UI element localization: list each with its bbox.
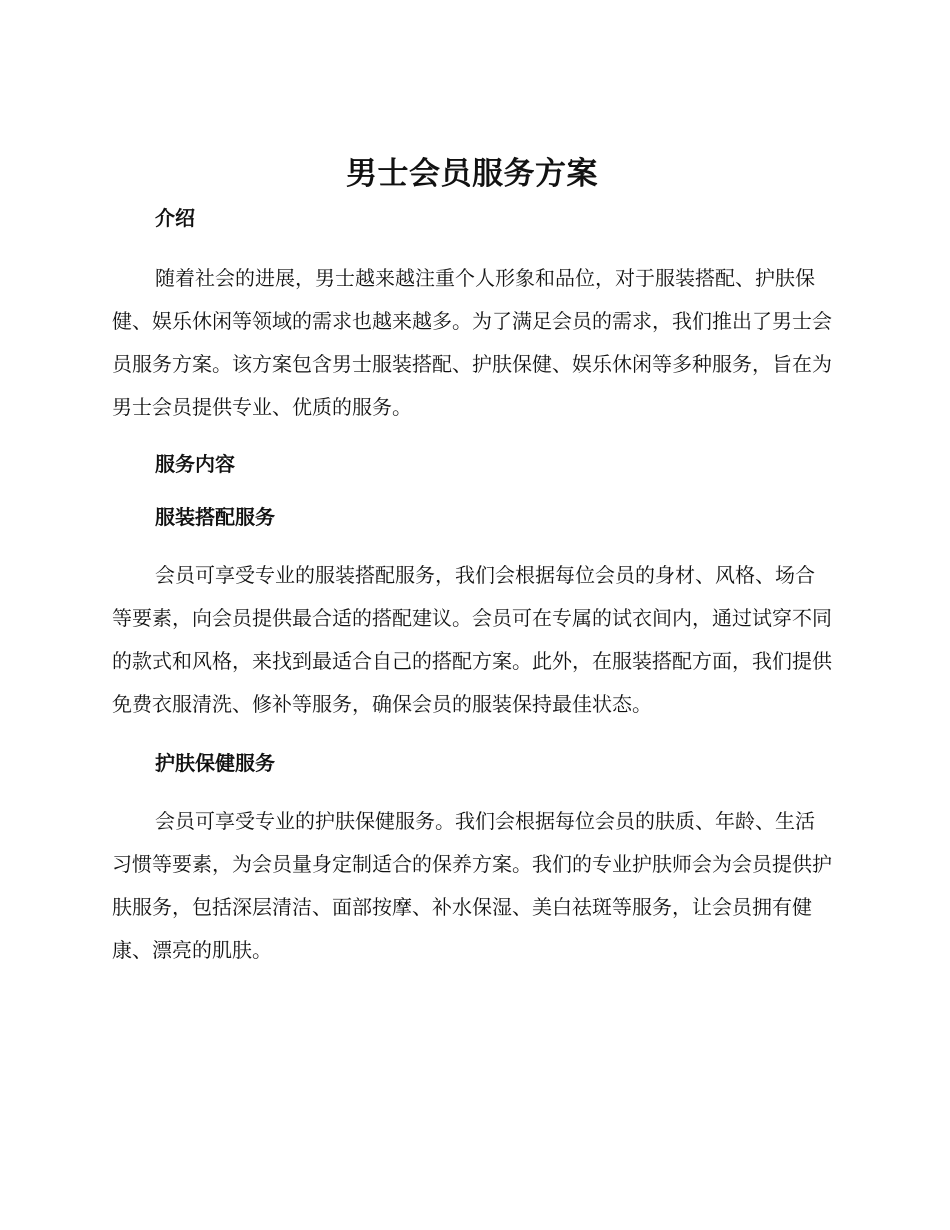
clothing-service-paragraph: 会员可享受专业的服装搭配服务，我们会根据每位会员的身材、风格、场合等要素，向会员提供最合适的搭配建议。会员可在专属的试衣间内，通过试穿不同的款式和风格，来找到最适合自己的搭配方案。此外，在服装搭配方面，我们提供免费衣服清洗、修补等服务，确保会员的服装保持最佳状态。 xyxy=(112,563,832,716)
intro-heading: 介绍 xyxy=(155,206,195,230)
intro-paragraph: 随着社会的进展，男士越来越注重个人形象和品位，对于服装搭配、护肤保健、娱乐休闲等领域的需求也越来越多。为了满足会员的需求，我们推出了男士会员服务方案。该方案包含男士服装搭配、护肤保健、娱乐休闲等多种服务，旨在为男士会员提供专业、优质的服务。 xyxy=(112,266,832,419)
skincare-service-paragraph: 会员可享受专业的护肤保健服务。我们会根据每位会员的肤质、年龄、生活习惯等要素，为会员量身定制适合的保养方案。我们的专业护肤师会为会员提供护肤服务，包括深层清洁、面部按摩、补水保湿、美白祛斑等服务，让会员拥有健康、漂亮的肌肤。 xyxy=(112,809,832,962)
clothing-service-heading: 服装搭配服务 xyxy=(155,505,275,529)
document-page xyxy=(112,148,832,972)
services-heading: 服务内容 xyxy=(155,452,235,476)
skincare-service-heading: 护肤保健服务 xyxy=(155,751,275,775)
document-title: 男士会员服务方案 xyxy=(346,156,598,192)
